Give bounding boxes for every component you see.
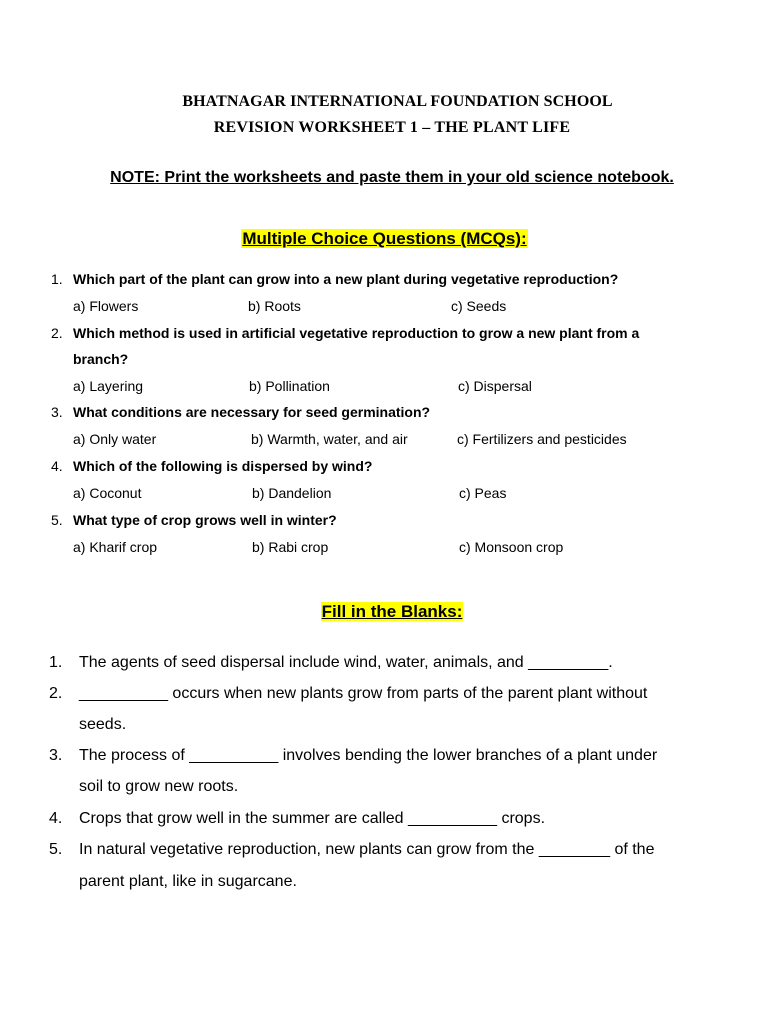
blank-sentence: In natural vegetative reproduction, new plants can grow from the ________ of the [79,841,655,858]
question-number: 1. [51,271,63,287]
option-b: b) Warmth, water, and air [251,431,408,447]
question-text: What type of crop grows well in winter? [73,512,337,528]
option-b: b) Rabi crop [252,539,329,555]
blank-sentence-continued: parent plant, like in sugarcane. [79,873,297,890]
blank-sentence: __________ occurs when new plants grow from parts of the parent plant without [79,685,648,702]
blank-number: 3. [49,747,63,764]
option-a: a) Flowers [73,298,139,314]
question-number: 2. [51,325,63,341]
question-number: 4. [51,458,63,474]
option-c: c) Dispersal [458,378,532,394]
school-name: BHATNAGAR INTERNATIONAL FOUNDATION SCHOOL [182,93,613,110]
option-c: c) Fertilizers and pesticides [457,431,627,447]
blank-sentence: Crops that grow well in the summer are called __________ crops. [79,810,546,827]
option-a: a) Layering [73,378,144,394]
question-text-continued: branch? [73,351,129,367]
question-text: Which part of the plant can grow into a new plant during vegetative reproduction? [73,271,619,287]
fill-blanks-heading [0,602,768,622]
fill-blanks-heading-label: Fill in the Blanks: [321,602,463,621]
option-c: c) Monsoon crop [459,539,564,555]
mcq-heading [0,229,768,249]
blank-number: 2. [49,685,63,702]
blank-sentence-continued: seeds. [79,716,127,733]
mcq-heading-label: Multiple Choice Questions (MCQs): [242,229,527,248]
worksheet-title: REVISION WORKSHEET 1 – THE PLANT LIFE [213,119,571,136]
question-text: Which method is used in artificial vegetative reproduction to grow a new plant from a [73,325,640,341]
blank-number: 4. [49,810,63,827]
option-b: b) Roots [248,298,301,314]
option-a: a) Coconut [73,485,142,501]
blank-sentence-continued: soil to grow new roots. [79,778,239,795]
question-number: 5. [51,512,63,528]
blank-number: 1. [49,654,63,671]
blank-sentence: The agents of seed dispersal include wind, water, animals, and _________. [79,654,613,671]
option-a: a) Kharif crop [73,539,158,555]
blank-sentence: The process of __________ involves bending the lower branches of a plant under [79,747,658,764]
question-text: Which of the following is dispersed by wind? [73,458,373,474]
option-b: b) Dandelion [252,485,332,501]
option-a: a) Only water [73,431,157,447]
option-c: c) Seeds [451,298,507,314]
question-text: What conditions are necessary for seed germination? [73,404,431,420]
note-text: NOTE: Print the worksheets and paste them in your old science notebook. [110,169,674,186]
blank-number: 5. [49,841,63,858]
question-number: 3. [51,404,63,420]
option-c: c) Peas [459,485,507,501]
option-b: b) Pollination [249,378,330,394]
